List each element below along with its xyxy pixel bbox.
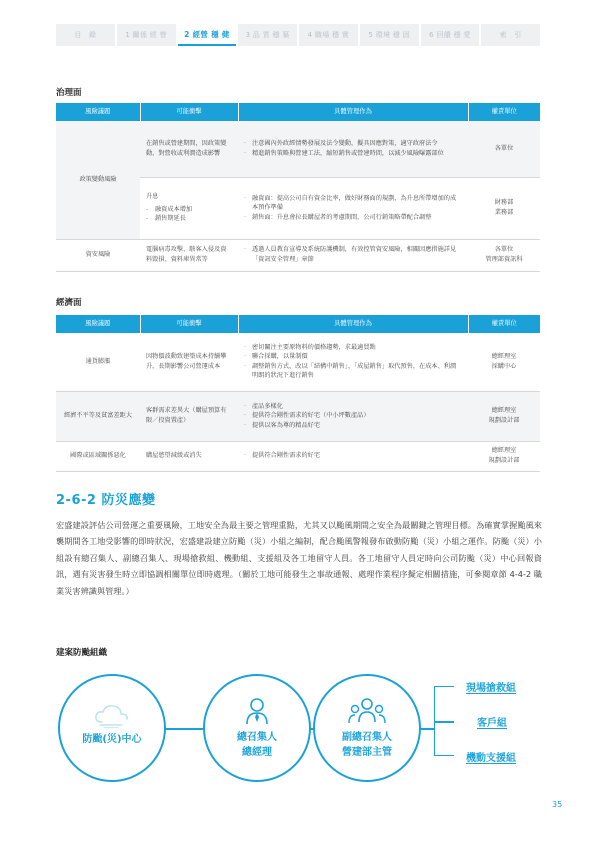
- risk-measures: [238, 121, 468, 177]
- header-impact: 可能衝擊: [140, 103, 238, 121]
- measure-item: ‧ 聯合採購，以量制價: [244, 352, 462, 362]
- risk-unit: [468, 391, 540, 441]
- nav-tab-2[interactable]: 2 經營 穩 健: [178, 24, 237, 46]
- section-heading: 2-6-2 防災應變: [56, 493, 156, 508]
- unit-line: 規劃設計部: [488, 457, 520, 464]
- measure-item: ‧ 精進銷售策略與營建工法，縮短銷售或營建時間，以減少風險曝露部位: [244, 149, 462, 159]
- governance-title: 治理面: [56, 88, 82, 98]
- impact-item: - 融資成本增加: [146, 205, 232, 215]
- risk-impact: 購屋慾望減緩或消失: [140, 441, 238, 471]
- node-label: 防颱(災)中心: [82, 733, 142, 745]
- unit-line: 管理部資訊科: [485, 256, 523, 263]
- nav-tab-7[interactable]: 索 引: [481, 24, 540, 46]
- header-impact: 可能衝擊: [140, 315, 238, 333]
- measure-item: ‧ 注意國內外政經情勢發展及法令變動，擬具因應對策，適守政府法令: [244, 139, 462, 149]
- measure-item: ‧ 產品多樣化: [244, 402, 462, 412]
- unit-line: 業務部: [494, 209, 514, 216]
- risk-impact: 在銷售或營建期間，因政策變動，對營收或利潤造成影響: [140, 121, 238, 177]
- unit-line: 規劃設計部: [488, 417, 520, 424]
- measure-item: ‧ 提供符合剛性需求的好宅: [244, 451, 462, 461]
- table-row: [56, 121, 540, 177]
- connector-line: [160, 728, 204, 730]
- risk-impact: 因物價波動致建築成本持續攀升，長期影響公司營運成本: [140, 333, 238, 391]
- risk-issue: 政策變動風險: [56, 121, 140, 239]
- table-row: [56, 333, 540, 391]
- node-label: 總召集人 總經理: [237, 732, 277, 758]
- header-unit: 權責單位: [468, 315, 540, 333]
- nav-tab-3[interactable]: 3 品 質 穩 築: [238, 24, 297, 46]
- header-measures: 具體管理作為: [238, 315, 468, 333]
- risk-measures: [238, 333, 468, 391]
- measure-item: ‧ 提供符合剛性需求的好宅（中小坪數產品）: [244, 411, 462, 421]
- risk-measures: [238, 391, 468, 441]
- risk-measures: [238, 177, 468, 239]
- page-number: 35: [552, 800, 563, 809]
- nav-tab-6[interactable]: 6 回饋 穩 愛: [421, 24, 480, 46]
- table-row: [56, 391, 540, 441]
- risk-measures: [238, 441, 468, 471]
- header-issue: 風險議題: [56, 103, 140, 121]
- table-row: [56, 239, 540, 271]
- risk-issue: 通貨膨脹: [56, 333, 140, 391]
- governance-table: [56, 103, 540, 272]
- measure-item: ‧ 透過人員教育宣導及系統防護機制，有效控管資安風險，相關因應措施詳見「資訊安全管理」章節: [244, 245, 462, 264]
- org-chart-title: 建案防颱組織: [56, 648, 108, 658]
- table-row: [56, 441, 540, 471]
- risk-unit: [468, 177, 540, 239]
- nav-tab-5[interactable]: 5 環境 穩 固: [360, 24, 419, 46]
- unit-line: 採購中心: [491, 362, 517, 370]
- group-mobile-support: 機動支援組: [466, 753, 516, 764]
- risk-unit: [468, 239, 540, 271]
- header-measures: 具體管理作為: [238, 103, 468, 121]
- org-node-chief: [203, 674, 311, 782]
- economic-table: [56, 315, 540, 472]
- body-paragraph: 宏盛建設評估公司營運之重要風險，工地安全為最主要之管理重點，尤其又以颱風期間之安全為最關鍵之管理目標。為確實掌握颱風來襲期間各工地受影響的即時狀況，宏盛建設建立防颱（災）小組之編制，配合颱風警報發布啟動防颱（災）小組之運作。防颱（災）小組設有總召集人、副總召集人、現場搶救組、機動組、支援組及各工地留守人員。各工地留守人員定時向公司防颱（災）中心回報資訊，遇有災害發生時立即協調相關單位即時處理。（關於工地可能發生之事故通報、處理作業程序擬定相關措施，可參閱章節 4-4-2 職業災害辨識與管理。）: [56, 520, 542, 596]
- impact-item: - 銷售期延長: [146, 214, 232, 224]
- risk-unit: 各單位: [468, 121, 540, 177]
- cloud-icon: [92, 702, 132, 728]
- header-unit: 權責單位: [468, 103, 540, 121]
- measure-item: ‧ 融資面：提高公司自有資金比率，做好財務面的規劃，為升息所帶增加的成本預作準備: [244, 194, 462, 213]
- risk-impact: 電腦病毒攻擊、駭客入侵及資料毀損、資料庫異常等: [140, 239, 238, 271]
- risk-measures: [238, 239, 468, 271]
- measure-item: ‧ 提供以客為尊的精品好宅: [244, 421, 462, 431]
- top-nav: [56, 24, 540, 46]
- nav-tab-4[interactable]: 4 職場 穩 實: [299, 24, 358, 46]
- measure-item: ‧ 調整銷售方式，改以「結構中銷售」、「成屋銷售」取代預售，在成本、利潤明朗的狀況下進行銷售: [244, 362, 462, 381]
- measure-item: ‧ 密切關注主要原物料的價格趨勢，求最適買點: [244, 343, 462, 353]
- risk-unit: [468, 333, 540, 391]
- risk-issue: 國際或區域關係惡化: [56, 441, 140, 471]
- risk-impact: 客群需求差異大（購屋預算有限／投資置產）: [140, 391, 238, 441]
- unit-line: 總經理室: [491, 447, 517, 455]
- risk-unit: [468, 441, 540, 471]
- group-bracket-tick: [434, 721, 454, 723]
- node-label: 副總召集人 營建部主管: [342, 732, 392, 758]
- nav-tab-1[interactable]: 1 關係 經 營: [117, 24, 176, 46]
- group-rescue: 現場搶救組: [466, 683, 516, 694]
- risk-impact: [140, 177, 238, 239]
- org-node-deputy: [313, 674, 421, 782]
- header-issue: 風險議題: [56, 315, 140, 333]
- connector-line: [420, 728, 434, 730]
- impact-head: 升息: [146, 193, 159, 201]
- org-node-center: [58, 674, 166, 782]
- unit-line: 各單位: [494, 246, 514, 254]
- economic-title: 經濟面: [56, 298, 82, 308]
- risk-issue: 資安風險: [56, 239, 140, 271]
- nav-tab-0[interactable]: 目 錄: [56, 24, 115, 46]
- unit-line: 總經理室: [491, 407, 517, 415]
- person-group-icon: [348, 696, 386, 726]
- unit-line: 總經理室: [491, 353, 517, 361]
- unit-line: 財務部: [494, 199, 514, 207]
- risk-issue: 經濟不平等及貧富差距大: [56, 391, 140, 441]
- group-customer: 客戶組: [477, 718, 507, 729]
- person-icon: [242, 696, 272, 726]
- measure-item: ‧ 銷售面：升息會拉長購屋者的考慮期間，公司行銷策略帶配合調整: [244, 213, 462, 223]
